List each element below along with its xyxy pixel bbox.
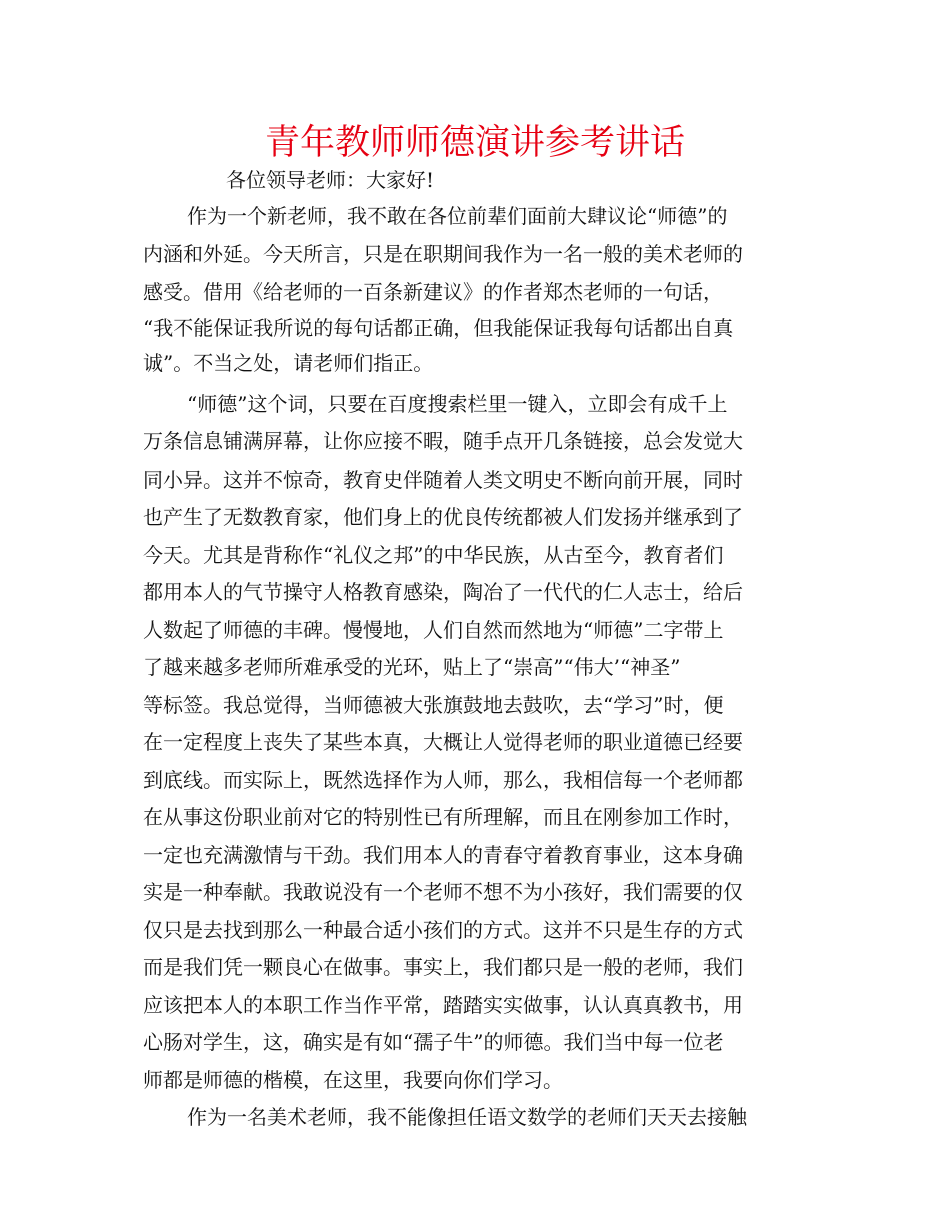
document-title: 青年教师师德演讲参考讲话 xyxy=(264,123,685,163)
greeting-line: 各位领导老师：大家好! xyxy=(226,168,435,192)
body-line: 仅只是去找到那么一种最合适小孩们的方式。这并不只是生存的方式 xyxy=(143,918,743,942)
body-line: “师德”这个词，只要在百度搜索栏里一键入，立即会有成千上 xyxy=(187,392,728,416)
body-line: 了越来越多老师所难承受的光环，贴上了“崇高”“伟大’“神圣” xyxy=(143,655,681,679)
body-line: 而是我们凭一颗良心在做事。事实上，我们都只是一般的老师，我们 xyxy=(143,955,743,979)
body-line: 一定也充满激情与干劲。我们用本人的青春守着教育事业，这本身确 xyxy=(143,843,743,867)
body-line: 都用本人的气节操守人格教育感染，陶冶了一代代的仁人志士，给后 xyxy=(143,580,743,604)
body-line: 人数起了师德的丰碑。慢慢地，人们自然而然地为“师德”二字带上 xyxy=(143,618,724,642)
body-line: 也产生了无数教育家，他们身上的优良传统都被人们发扬并继承到了 xyxy=(143,505,743,529)
body-line: 到底线。而实际上，既然选择作为人师，那么，我相信每一个老师都 xyxy=(143,768,743,792)
body-line: 实是一种奉献。我敢说没有一个老师不想不为小孩好，我们需要的仅 xyxy=(143,880,743,904)
body-line: 师都是师德的楷模，在这里，我要向你们学习。 xyxy=(143,1068,563,1092)
body-line: 心肠对学生，这，确实是有如“孺子牛”的师德。我们当中每一位老 xyxy=(143,1030,724,1054)
body-line: “我不能保证我所说的每句话都正确，但我能保证我每句话都出自真 xyxy=(143,316,734,340)
body-line: 在一定程度上丧失了某些本真，大概让人觉得老师的职业道德已经要 xyxy=(143,730,743,754)
body-line: 在从事这份职业前对它的特别性已有所理解，而且在刚参加工作时， xyxy=(143,805,743,829)
body-line: 感受。借用《给老师的一百条新建议》的作者郑杰老师的一句话， xyxy=(143,280,723,304)
body-line: 今天。尤其是背称作“礼仪之邦”的中华民族，从古至今，教育者们 xyxy=(143,543,724,567)
body-line: 作为一名美术老师，我不能像担任语文数学的老师们天天去接触 xyxy=(187,1105,747,1129)
body-line: 等标签。我总觉得，当师德被大张旗鼓地去鼓吹，去“学习”时，便 xyxy=(143,693,724,717)
body-line: 万条信息铺满屏幕，让你应接不暇，随手点开几条链接，总会发觉大 xyxy=(143,429,743,453)
body-line: 内涵和外延。今天所言，只是在职期间我作为一名一般的美术老师的 xyxy=(143,242,743,266)
body-line: 应该把本人的本职工作当作平常，踏踏实实做事，认认真真教书，用 xyxy=(143,993,743,1017)
body-line: 同小异。这并不惊奇，教育史伴随着人类文明史不断向前开展，同时 xyxy=(143,468,743,492)
body-line: 作为一个新老师，我不敢在各位前辈们面前大肆议论“师德”的 xyxy=(187,204,728,228)
body-line: 诚”。不当之处，请老师们指正。 xyxy=(143,351,434,375)
